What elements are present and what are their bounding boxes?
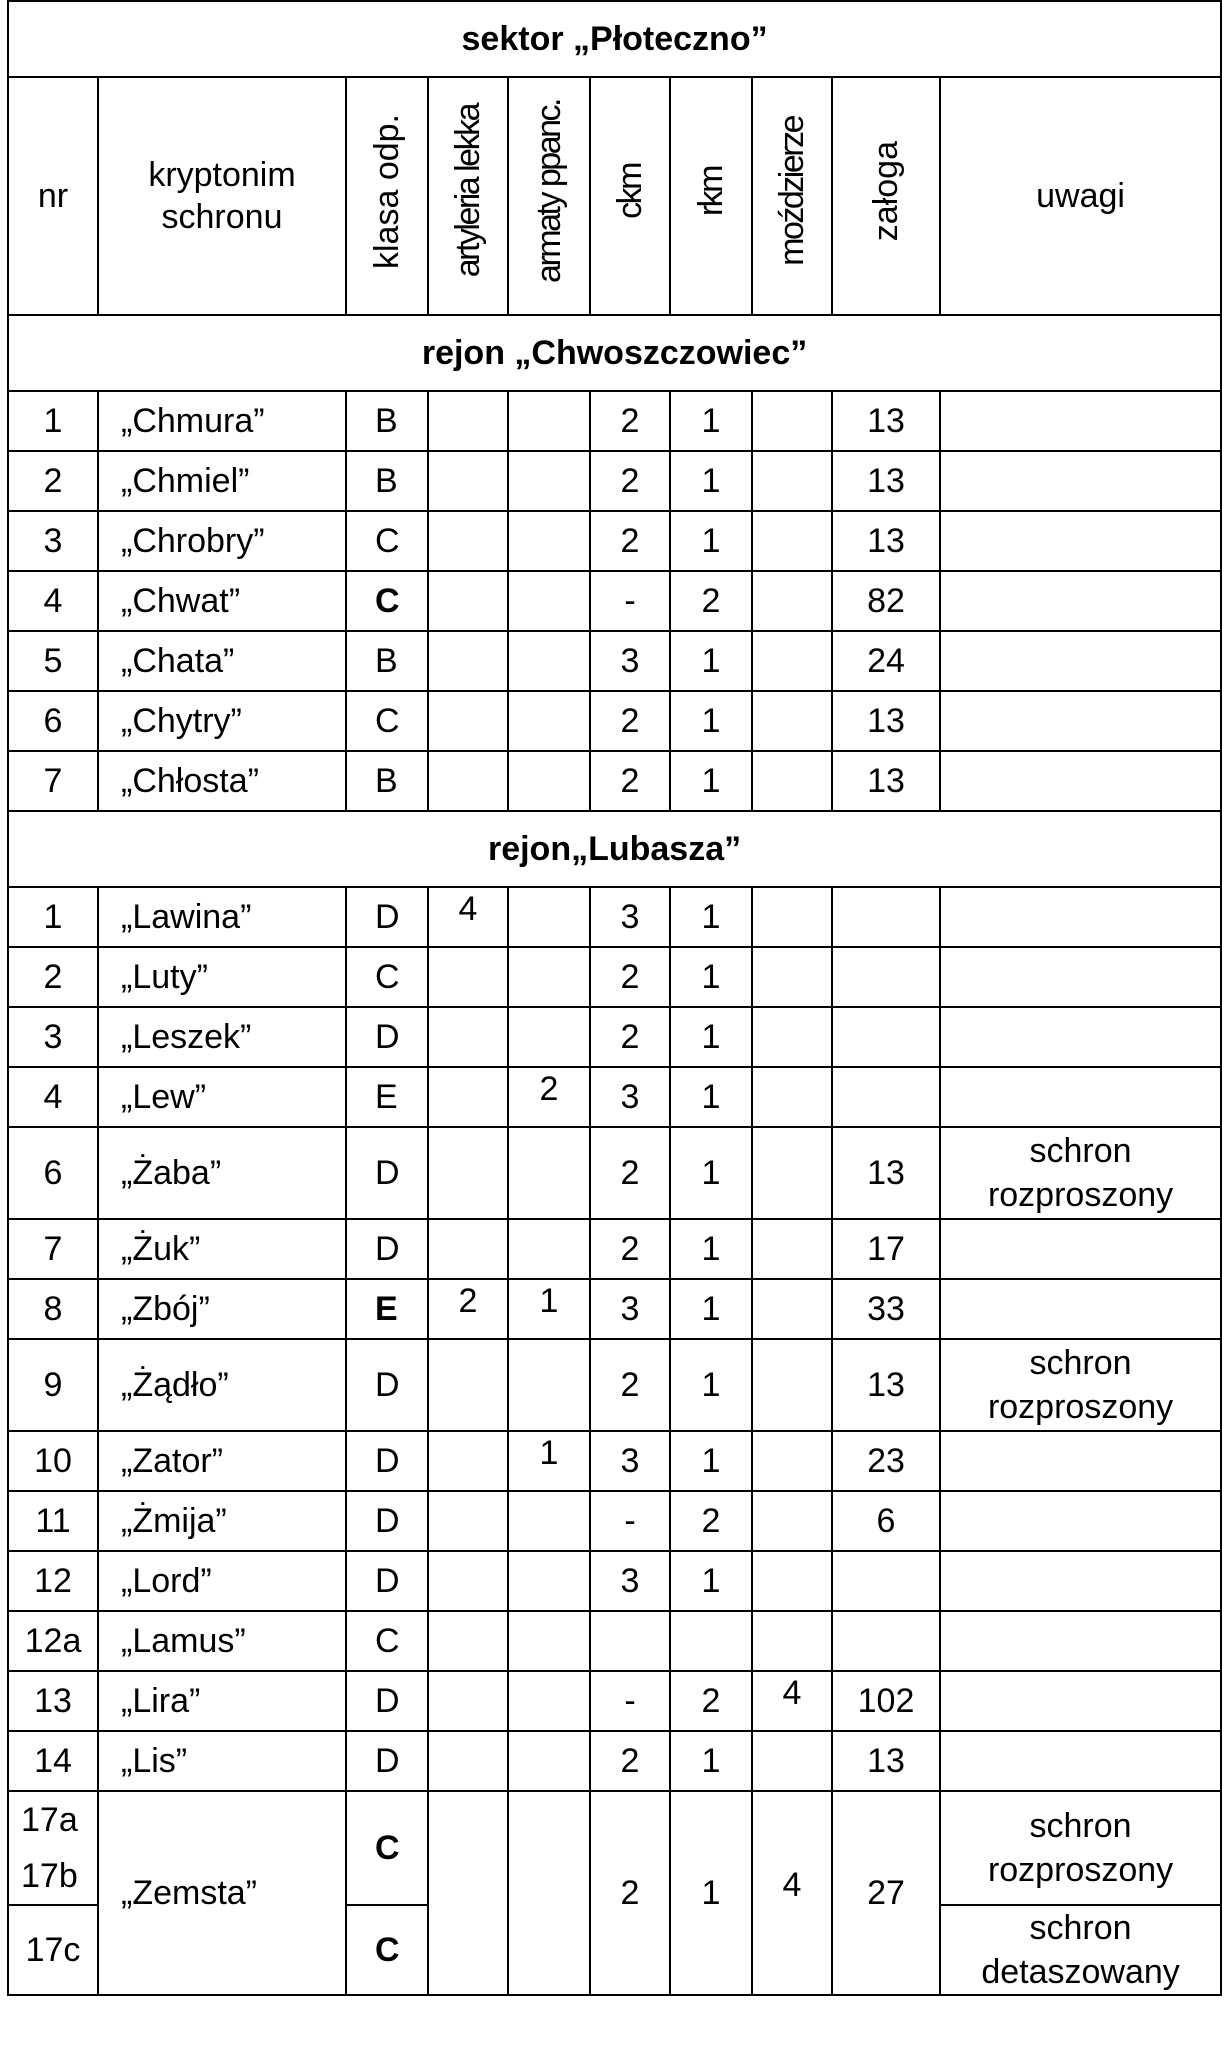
row-artyleria — [428, 1551, 508, 1611]
row-artyleria — [428, 631, 508, 691]
row-artyleria — [428, 1611, 508, 1671]
row-ckm: - — [590, 1491, 670, 1551]
row-rkm: 1 — [670, 1731, 752, 1791]
row-ckm: 2 — [590, 451, 670, 511]
row-klasa: E — [346, 1279, 428, 1339]
row-zaloga: 13 — [832, 391, 940, 451]
table-row — [8, 511, 1221, 571]
row-ckm: 2 — [590, 1339, 670, 1431]
row-rkm: 1 — [670, 1219, 752, 1279]
row-mozdzierze — [752, 511, 832, 571]
row-name: „Chata” — [98, 631, 346, 691]
row-klasa: D — [346, 1731, 428, 1791]
row-armaty — [508, 1431, 590, 1491]
row-mozdzierze — [752, 1279, 832, 1339]
row-uwagi — [940, 1551, 1221, 1611]
row-nr: 2 — [8, 947, 98, 1007]
row-mozdzierze — [752, 1127, 832, 1219]
row-armaty — [508, 631, 590, 691]
group-moz-value: 4 — [782, 1866, 802, 1904]
row-mozdzierze — [752, 691, 832, 751]
row-rkm: 1 — [670, 1551, 752, 1611]
group-zal: 27 — [832, 1791, 940, 1995]
row-klasa: C — [346, 571, 428, 631]
header-mozdzierze-text: moździerze — [773, 117, 811, 266]
header-kryptonim — [98, 77, 346, 315]
row-mozdzierze — [752, 1339, 832, 1431]
row-zaloga — [832, 1007, 940, 1067]
row-artyleria — [428, 1219, 508, 1279]
row-mozdzierze — [752, 1007, 832, 1067]
group-nr-c: 17c — [8, 1905, 98, 1995]
row-ckm: 3 — [590, 887, 670, 947]
row-rkm — [670, 1611, 752, 1671]
row-artyleria — [428, 751, 508, 811]
row-armaty — [508, 511, 590, 571]
row-zaloga: 82 — [832, 571, 940, 631]
row-nr: 1 — [8, 391, 98, 451]
row-name: „Lord” — [98, 1551, 346, 1611]
row-name: „Luty” — [98, 947, 346, 1007]
row-ckm: 3 — [590, 631, 670, 691]
row-rkm: 1 — [670, 451, 752, 511]
row-armaty — [508, 1551, 590, 1611]
row-armaty — [508, 947, 590, 1007]
row-armaty-value: 1 — [539, 1282, 559, 1320]
row-nr: 3 — [8, 1007, 98, 1067]
header-artyleria — [428, 77, 508, 315]
row-name: „Zator” — [98, 1431, 346, 1491]
row-mozdzierze — [752, 1731, 832, 1791]
row-rkm: 1 — [670, 751, 752, 811]
group-nr-ab — [8, 1791, 98, 1905]
row-artyleria — [428, 947, 508, 1007]
fortification-table-sheet — [7, 0, 1222, 1996]
row-nr: 4 — [8, 1067, 98, 1127]
row-uwagi — [940, 887, 1221, 947]
row-uwagi — [940, 571, 1221, 631]
row-klasa: B — [346, 631, 428, 691]
row-armaty — [508, 571, 590, 631]
row-ckm: 2 — [590, 947, 670, 1007]
row-artyleria — [428, 1431, 508, 1491]
table-row — [8, 1339, 1221, 1431]
row-uwagi — [940, 1007, 1221, 1067]
row-artyleria — [428, 1279, 508, 1339]
row-klasa: C — [346, 691, 428, 751]
row-uwagi: schron rozproszony — [940, 1339, 1221, 1431]
row-armaty-value: 1 — [539, 1434, 559, 1472]
row-rkm: 1 — [670, 887, 752, 947]
header-klasa-text: klasa odp. — [368, 114, 406, 269]
row-name: „Leszek” — [98, 1007, 346, 1067]
row-zaloga: 13 — [832, 1731, 940, 1791]
row-uwagi — [940, 391, 1221, 451]
row-zaloga: 17 — [832, 1219, 940, 1279]
row-armaty — [508, 1219, 590, 1279]
row-mozdzierze — [752, 751, 832, 811]
row-rkm: 1 — [670, 631, 752, 691]
row-name: „Chmiel” — [98, 451, 346, 511]
row-ckm: 2 — [590, 511, 670, 571]
header-armaty — [508, 77, 590, 315]
row-klasa: C — [346, 511, 428, 571]
row-klasa: D — [346, 1491, 428, 1551]
row-artyleria — [428, 887, 508, 947]
row-nr: 6 — [8, 691, 98, 751]
row-armaty — [508, 1731, 590, 1791]
row-ckm: 3 — [590, 1431, 670, 1491]
table-row — [8, 451, 1221, 511]
row-uwagi — [940, 1279, 1221, 1339]
table-row — [8, 1731, 1221, 1791]
row-klasa: D — [346, 1551, 428, 1611]
row-rkm: 2 — [670, 1491, 752, 1551]
header-uwagi: uwagi — [940, 77, 1221, 315]
row-klasa: D — [346, 1431, 428, 1491]
row-zaloga — [832, 887, 940, 947]
row-nr: 13 — [8, 1671, 98, 1731]
row-nr: 4 — [8, 571, 98, 631]
row-rkm: 2 — [670, 1671, 752, 1731]
row-klasa: C — [346, 947, 428, 1007]
row-ckm: 3 — [590, 1551, 670, 1611]
row-mozdzierze — [752, 571, 832, 631]
sector-title: sektor „Płoteczno” — [8, 1, 1221, 77]
table-row — [8, 631, 1221, 691]
row-name: „Chrobry” — [98, 511, 346, 571]
row-nr: 9 — [8, 1339, 98, 1431]
header-artyleria-text: artyleria lekka — [449, 105, 487, 278]
header-rkm — [670, 77, 752, 315]
table-row — [8, 1219, 1221, 1279]
row-armaty — [508, 1127, 590, 1219]
table-row — [8, 947, 1221, 1007]
header-ckm — [590, 77, 670, 315]
header-klasa — [346, 77, 428, 315]
row-zaloga: 23 — [832, 1431, 940, 1491]
row-uwagi — [940, 691, 1221, 751]
row-uwagi — [940, 511, 1221, 571]
row-ckm: 2 — [590, 1731, 670, 1791]
row-name: „Lira” — [98, 1671, 346, 1731]
row-rkm: 1 — [670, 691, 752, 751]
row-uwagi — [940, 751, 1221, 811]
row-nr: 7 — [8, 1219, 98, 1279]
table-row — [8, 1067, 1221, 1127]
group-arm — [508, 1791, 590, 1995]
row-armaty — [508, 1067, 590, 1127]
row-zaloga — [832, 1067, 940, 1127]
row-ckm: 2 — [590, 391, 670, 451]
row-name: „Chytry” — [98, 691, 346, 751]
row-armaty-value: 2 — [539, 1070, 559, 1108]
row-artyleria — [428, 391, 508, 451]
row-zaloga: 33 — [832, 1279, 940, 1339]
group-art — [428, 1791, 508, 1995]
row-klasa: B — [346, 451, 428, 511]
group-moz — [752, 1791, 832, 1995]
table-row — [8, 1127, 1221, 1219]
row-mozdzierze — [752, 947, 832, 1007]
table-row — [8, 887, 1221, 947]
row-klasa: D — [346, 1127, 428, 1219]
group-klasa-ab: C — [346, 1791, 428, 1905]
region-lubasza-rows — [8, 887, 1221, 1791]
group-name: „Zemsta” — [98, 1791, 346, 1995]
header-kryptonim-line2: schronu — [161, 198, 283, 236]
row-rkm: 1 — [670, 947, 752, 1007]
row-name: „Żmija” — [98, 1491, 346, 1551]
row-ckm: 2 — [590, 1007, 670, 1067]
row-uwagi — [940, 1431, 1221, 1491]
row-armaty — [508, 887, 590, 947]
table-row — [8, 1279, 1221, 1339]
row-name: „Żuk” — [98, 1219, 346, 1279]
row-nr: 11 — [8, 1491, 98, 1551]
row-armaty — [508, 1279, 590, 1339]
row-klasa: E — [346, 1067, 428, 1127]
row-name: „Lawina” — [98, 887, 346, 947]
row-name: „Chwat” — [98, 571, 346, 631]
row-mozdzierze — [752, 451, 832, 511]
row-armaty — [508, 391, 590, 451]
row-rkm: 2 — [670, 571, 752, 631]
row-mozdzierze — [752, 1611, 832, 1671]
header-rkm-text: rkm — [692, 166, 730, 217]
row-uwagi: schron rozproszony — [940, 1127, 1221, 1219]
row-nr: 8 — [8, 1279, 98, 1339]
table-row — [8, 391, 1221, 451]
row-ckm: 2 — [590, 1219, 670, 1279]
row-name: „Żądło” — [98, 1339, 346, 1431]
header-ckm-text: ckm — [611, 164, 649, 219]
row-uwagi — [940, 1067, 1221, 1127]
row-artyleria — [428, 451, 508, 511]
row-klasa: C — [346, 1611, 428, 1671]
region-chwoszczowiec-rows — [8, 391, 1221, 811]
row-zaloga: 24 — [832, 631, 940, 691]
row-mozdzierze — [752, 1431, 832, 1491]
row-rkm: 1 — [670, 511, 752, 571]
row-mozdzierze — [752, 391, 832, 451]
row-klasa: D — [346, 1219, 428, 1279]
table-row — [8, 1611, 1221, 1671]
row-zaloga — [832, 947, 940, 1007]
row-armaty — [508, 1611, 590, 1671]
row-artyleria — [428, 1067, 508, 1127]
row-zaloga — [832, 1551, 940, 1611]
header-zaloga-text: załoga — [867, 141, 905, 242]
bunker-table — [7, 0, 1222, 1996]
header-mozdzierze — [752, 77, 832, 315]
row-armaty — [508, 751, 590, 811]
row-uwagi — [940, 947, 1221, 1007]
row-mozdzierze — [752, 1219, 832, 1279]
row-ckm — [590, 1611, 670, 1671]
row-rkm: 1 — [670, 1127, 752, 1219]
table-row — [8, 571, 1221, 631]
group-rkm: 1 — [670, 1791, 752, 1995]
table-row — [8, 1491, 1221, 1551]
row-nr: 1 — [8, 887, 98, 947]
row-artyleria — [428, 571, 508, 631]
row-artyleria — [428, 1491, 508, 1551]
table-row — [8, 691, 1221, 751]
group-nr-a: 17a — [21, 1801, 78, 1839]
row-uwagi — [940, 1611, 1221, 1671]
row-ckm: 3 — [590, 1067, 670, 1127]
table-row — [8, 1671, 1221, 1731]
row-ckm: 2 — [590, 691, 670, 751]
row-artyleria-value: 4 — [458, 890, 478, 928]
row-zaloga — [832, 1611, 940, 1671]
row-nr: 2 — [8, 451, 98, 511]
row-armaty — [508, 1007, 590, 1067]
row-rkm: 1 — [670, 1279, 752, 1339]
row-nr: 12 — [8, 1551, 98, 1611]
row-name: „Lamus” — [98, 1611, 346, 1671]
row-name: „Chmura” — [98, 391, 346, 451]
row-mozdzierze — [752, 887, 832, 947]
row-ckm: - — [590, 1671, 670, 1731]
table-row — [8, 1551, 1221, 1611]
row-mozdzierze-value: 4 — [782, 1674, 802, 1712]
row-nr: 5 — [8, 631, 98, 691]
row-ckm: 2 — [590, 1127, 670, 1219]
row-klasa: D — [346, 1007, 428, 1067]
row-mozdzierze — [752, 1067, 832, 1127]
header-nr: nr — [8, 77, 98, 315]
row-nr: 10 — [8, 1431, 98, 1491]
row-artyleria — [428, 1007, 508, 1067]
row-armaty — [508, 1491, 590, 1551]
group-klasa-c: C — [346, 1905, 428, 1995]
row-rkm: 1 — [670, 1339, 752, 1431]
row-armaty — [508, 1339, 590, 1431]
row-nr: 3 — [8, 511, 98, 571]
group-uwagi-c: schron detaszowany — [940, 1905, 1221, 1995]
row-name: „Żaba” — [98, 1127, 346, 1219]
row-artyleria — [428, 691, 508, 751]
row-ckm: 2 — [590, 751, 670, 811]
row-nr: 12a — [8, 1611, 98, 1671]
row-artyleria-value: 2 — [458, 1282, 478, 1320]
group-ckm: 2 — [590, 1791, 670, 1995]
row-artyleria — [428, 1339, 508, 1431]
row-zaloga: 13 — [832, 511, 940, 571]
row-klasa: D — [346, 887, 428, 947]
group-uwagi-ab: schron rozproszony — [940, 1791, 1221, 1905]
row-ckm: 3 — [590, 1279, 670, 1339]
row-mozdzierze — [752, 1551, 832, 1611]
table-row — [8, 1007, 1221, 1067]
header-kryptonim-line1: kryptonim — [148, 156, 296, 194]
row-mozdzierze — [752, 631, 832, 691]
row-name: „Lis” — [98, 1731, 346, 1791]
row-uwagi — [940, 1219, 1221, 1279]
row-nr: 6 — [8, 1127, 98, 1219]
row-uwagi — [940, 1671, 1221, 1731]
row-klasa: D — [346, 1671, 428, 1731]
row-armaty — [508, 691, 590, 751]
row-rkm: 1 — [670, 391, 752, 451]
row-zaloga: 13 — [832, 691, 940, 751]
row-name: „Zbój” — [98, 1279, 346, 1339]
row-zaloga: 102 — [832, 1671, 940, 1731]
row-nr: 7 — [8, 751, 98, 811]
header-armaty-text: armaty ppanc. — [530, 100, 568, 283]
row-artyleria — [428, 1671, 508, 1731]
row-rkm: 1 — [670, 1007, 752, 1067]
region-title-lubasza: rejon„Lubasza” — [8, 811, 1221, 887]
row-name: „Lew” — [98, 1067, 346, 1127]
row-klasa: D — [346, 1339, 428, 1431]
row-zaloga: 6 — [832, 1491, 940, 1551]
row-artyleria — [428, 1731, 508, 1791]
row-uwagi — [940, 1731, 1221, 1791]
row-zaloga: 13 — [832, 1127, 940, 1219]
row-artyleria — [428, 511, 508, 571]
row-klasa: B — [346, 391, 428, 451]
row-armaty — [508, 1671, 590, 1731]
row-zaloga: 13 — [832, 451, 940, 511]
row-uwagi — [940, 1491, 1221, 1551]
row-uwagi — [940, 451, 1221, 511]
row-ckm: - — [590, 571, 670, 631]
header-zaloga — [832, 77, 940, 315]
row-rkm: 1 — [670, 1431, 752, 1491]
row-nr: 14 — [8, 1731, 98, 1791]
row-klasa: B — [346, 751, 428, 811]
table-row — [8, 1431, 1221, 1491]
row-armaty — [508, 451, 590, 511]
group-nr-b: 17b — [21, 1857, 78, 1895]
row-mozdzierze — [752, 1491, 832, 1551]
region-title-chwoszczowiec: rejon „Chwoszczowiec” — [8, 315, 1221, 391]
table-row — [8, 751, 1221, 811]
row-mozdzierze — [752, 1671, 832, 1731]
row-zaloga: 13 — [832, 751, 940, 811]
row-uwagi — [940, 631, 1221, 691]
row-artyleria — [428, 1127, 508, 1219]
row-name: „Chłosta” — [98, 751, 346, 811]
row-rkm: 1 — [670, 1067, 752, 1127]
row-zaloga: 13 — [832, 1339, 940, 1431]
